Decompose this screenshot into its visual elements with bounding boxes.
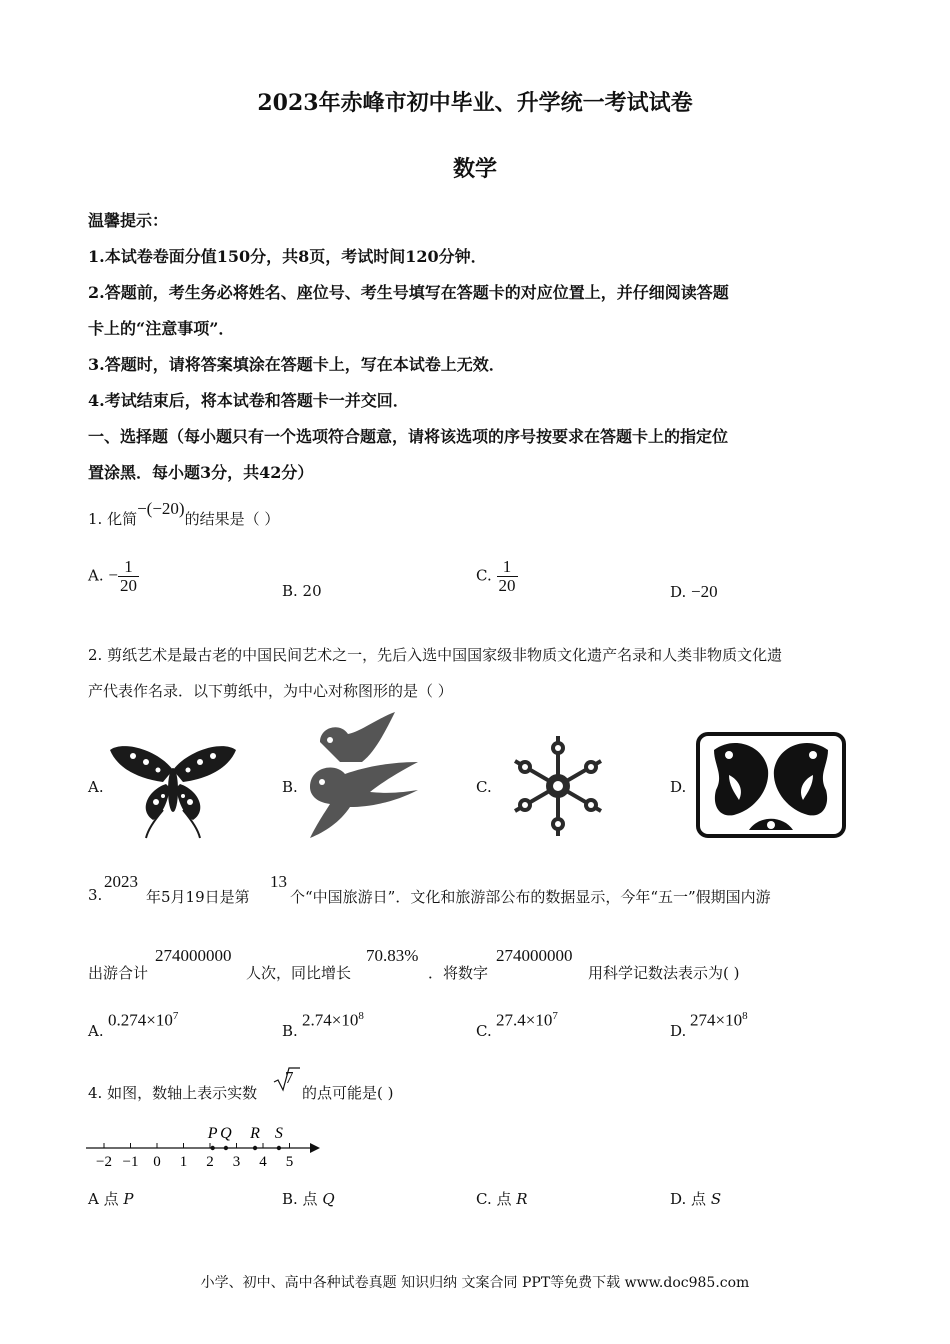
denominator: 20 [119, 576, 137, 595]
q4-option-d [670, 1188, 721, 1209]
q3-percent: 70.83% [366, 946, 419, 965]
subject-title: 数学 [452, 156, 497, 182]
point-s-label: S [274, 1125, 283, 1142]
q3-option-d-label: D. [670, 1022, 687, 1040]
q3-text-5: ．将数字 [428, 964, 489, 982]
point-name: P [123, 1190, 134, 1208]
q1-expression: −(−20) [137, 499, 185, 518]
q3-value-1: 274000000 [155, 946, 232, 965]
q4-option-c [476, 1188, 528, 1209]
q3-text-6: 用科学记数法表示为( ) [588, 964, 740, 982]
q3-value-2: 274000000 [496, 946, 573, 965]
page-footer: 小学、初中、高中各种试卷真题 知识归纳 文案合同 PPT等免费下载 www.doc985.com [200, 1275, 750, 1291]
q3-option-b-label: B. [282, 1022, 298, 1040]
point-name: Q [322, 1190, 335, 1208]
q3-option-d [690, 1010, 748, 1031]
q1-option-d [670, 582, 718, 602]
q4-option-b [282, 1188, 335, 1209]
q1-c-fraction [497, 558, 518, 595]
q2-option-c: C. [476, 778, 492, 796]
axis-arrow-icon [310, 1143, 320, 1153]
question-2: 2. 剪纸艺术是最古老的中国民间艺术之一，先后入选中国国家级非物质文化遗产名录和人类非物质文化遗 [88, 646, 783, 664]
exponent: 8 [358, 1010, 364, 1022]
notice-item-4: 4.考试结束后，将本试卷和答题卡一并交回． [88, 391, 409, 410]
q3-option-a-label: A. [88, 1022, 104, 1040]
snowflake-papercut-image [498, 734, 618, 838]
option-label: A. [88, 566, 104, 585]
axis-tick-label: 2 [206, 1154, 214, 1170]
axis-tick-label: 5 [285, 1154, 294, 1170]
q3-option-b [302, 1010, 364, 1031]
point-name: R [516, 1190, 528, 1208]
axis-tick-label: 0 [153, 1154, 161, 1170]
axis-tick-label: 3 [232, 1154, 241, 1170]
notice-item-2: 2.答题前，考生务必将姓名、座位号、考生号填写在答题卡的对应位置上，并仔细阅读答题 [88, 283, 729, 302]
axis-tick-label: −1 [122, 1154, 139, 1170]
point-name: S [710, 1190, 722, 1208]
option-label: A 点 [88, 1190, 119, 1208]
notice-item-1: 1.本试卷卷面分值150分，共8页，考试时间120分钟． [88, 247, 487, 266]
q1-a-fraction [118, 558, 139, 595]
exponent: 7 [552, 1010, 558, 1022]
number-line-figure [84, 1120, 330, 1176]
q1-option-a [88, 558, 139, 595]
q3-option-c [496, 1010, 558, 1031]
option-label: D. 点 [670, 1190, 707, 1208]
point-s-dot [277, 1146, 281, 1150]
notice-heading: 温馨提示： [88, 211, 169, 230]
point-q-dot [224, 1146, 228, 1150]
swallow-papercut-image [300, 712, 420, 840]
q2-option-a: A. [88, 778, 104, 796]
point-r-label: R [250, 1125, 260, 1142]
question-2-cont: 产代表作名录．以下剪纸中，为中心对称图形的是（ ） [88, 682, 453, 700]
butterfly-papercut-image [108, 740, 238, 840]
option-label: C. [476, 566, 492, 585]
exponent: 8 [742, 1010, 748, 1022]
q3-number: 3. [88, 886, 103, 904]
q3-year: 2023 [104, 872, 138, 891]
q3-nth: 13 [270, 872, 287, 891]
q4-radicand: 7 [285, 1068, 294, 1087]
point-r-dot [253, 1146, 257, 1150]
base: 27.4×10 [496, 1010, 553, 1030]
q3-text-1: 年5月19日是第 [146, 888, 250, 906]
option-label: B. 点 [282, 1190, 318, 1208]
point-p-label: P [207, 1125, 218, 1142]
q3-text-3: 出游合计 [88, 964, 149, 982]
q2-option-b: B. [282, 778, 298, 796]
exponent: 7 [172, 1010, 179, 1022]
base: 274×10 [690, 1010, 743, 1030]
base: 2.74×10 [302, 1010, 359, 1030]
q3-option-a [108, 1010, 178, 1031]
notice-item-2-cont: 卡上的“注意事项”． [88, 319, 235, 338]
q4-option-a [88, 1188, 133, 1209]
q1-prefix: 1. 化简 [88, 510, 138, 528]
notice-item-3: 3.答题时，请将答案填涂在答题卡上，写在本试卷上无效． [88, 355, 505, 374]
q2-option-d: D. [670, 778, 687, 796]
q4-suffix: 的点可能是( ) [302, 1084, 394, 1102]
denominator: 20 [498, 576, 516, 595]
section-heading: 一、选择题（每小题只有一个选项符合题意，请将该选项的序号按要求在答题卡上的指定位 [88, 427, 729, 446]
q1-suffix: 的结果是（ ） [184, 510, 280, 528]
numerator: 1 [502, 557, 512, 576]
question-1 [88, 499, 280, 529]
axis-tick-label: 4 [259, 1154, 267, 1170]
option-label: C. 点 [476, 1190, 512, 1208]
point-p-dot [210, 1146, 214, 1150]
q1-a-sign: − [108, 565, 118, 585]
option-label: D. [670, 583, 687, 601]
q3-text-4: 人次，同比增长 [246, 964, 352, 982]
axis-tick-label: −2 [96, 1154, 112, 1170]
point-q-label: Q [220, 1125, 232, 1142]
q4-prefix: 4. 如图，数轴上表示实数 [88, 1084, 258, 1102]
q1-option-b: B. 20 [282, 582, 322, 600]
axis-tick-label: 1 [179, 1154, 188, 1170]
base: 0.274×10 [108, 1010, 173, 1030]
twin-fish-papercut-image [694, 730, 848, 840]
q3-option-c-label: C. [476, 1022, 492, 1040]
q1-d-value: −20 [691, 582, 718, 601]
numerator: 1 [124, 557, 133, 576]
section-heading-cont: 置涂黑．每小题3分，共42分） [88, 463, 314, 482]
q1-option-c [476, 558, 518, 595]
exam-title: 2023年赤峰市初中毕业、升学统一考试试卷 [257, 90, 693, 116]
q3-text-2: 个“中国旅游日”．文化和旅游部公布的数据显示，今年“五一”假期国内游 [290, 888, 771, 906]
